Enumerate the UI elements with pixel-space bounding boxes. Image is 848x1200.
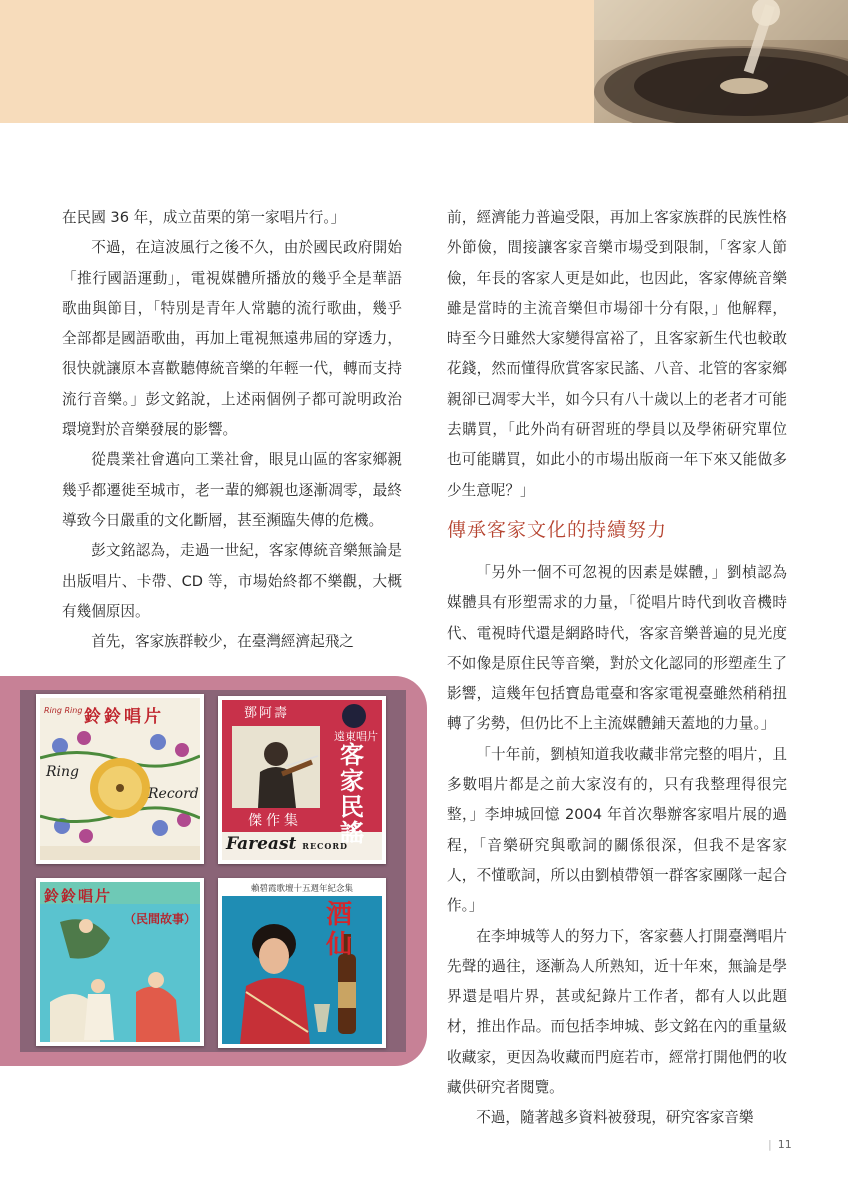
paragraph: 在民國 36 年，成立苗栗的第一家唱片行。」 — [62, 209, 346, 226]
page-number — [768, 1138, 792, 1151]
album-cover-ringring-record — [36, 694, 204, 864]
gramophone-photo — [594, 0, 848, 123]
cover-title: 鈴鈴唱片 — [44, 887, 113, 905]
cover-side-label: 遠東唱片 — [334, 730, 378, 743]
cover-subtitle: （民間故事） — [124, 912, 197, 926]
paragraph: 不過，隨著越多資料被發現，研究客家音樂 — [476, 1109, 754, 1127]
section-heading: 傳承客家文化的持續努力 — [447, 518, 668, 541]
paragraph: 彭文銘認為，走過一世紀，客家傳統音樂無論是出版唱片、卡帶、CD 等，市場始終都不樂觀，大概有幾個原因。 — [62, 542, 402, 620]
album-cover-folk-story — [36, 878, 204, 1046]
paragraph: 「十年前，劉楨知道我收藏非常完整的唱片，且多數唱片都是之前大家沒有的，只有我整理得很完整，」李坤城回憶 2004 年首次舉辦客家唱片展的過程，「音樂研究與歌詞的關係很深，但我不是客家人，不懂歌詞，所以由劉楨帶領一群客家團隊一起合作。」 — [447, 745, 787, 915]
cover-brand — [226, 834, 348, 854]
album-cover-fareast-record — [218, 696, 386, 864]
cover-title: 客家民謠 — [340, 741, 364, 847]
paragraph: 「另外一個不可忽視的因素是媒體，」劉楨認為媒體具有形塑需求的力量，「從唱片時代到收音機時代、電視時代還是網路時代，客家音樂普遍的見光度不如像是原住民等音樂，對於文化認同的形塑產生了影響，這幾年包括寶島電臺和客家電視臺雖然稍稍扭轉了劣勢，但仍比不上主流媒體鋪天蓋地的力量。」 — [447, 563, 787, 733]
paragraph: 首先，客家族群較少，在臺灣經濟起飛之 — [91, 633, 354, 651]
album-cover-lai-bixia — [218, 878, 386, 1048]
cover-subtitle-text: 民間故事 — [136, 912, 185, 926]
page-number-value: 11 — [777, 1138, 792, 1151]
cover-brand-small: Ring Ring — [44, 706, 83, 715]
paragraph: 在李坤城等人的努力下，客家藝人打開臺灣唱片先聲的過往，逐漸為人所熟知，近十年來，無論是學界還是唱片界，甚或紀錄片工作者，都有人以此題材，推出作品。而包括李坤城、彭文銘在內的重量級收藏家，更因為收藏而門庭若市，經常打開他們的收藏供研究者閱覽。 — [447, 927, 787, 1097]
left-text-column — [62, 203, 402, 657]
cover-brand-right: Record — [148, 786, 199, 802]
cover-brand-left: Ring — [46, 764, 79, 780]
cover-brand-small: RECORD — [302, 841, 348, 851]
paragraph: 從農業社會邁向工業社會，眼見山區的客家鄉親幾乎都遷徙至城市，老一輩的鄉親也逐漸凋零，最終導致今日嚴重的文化斷層，甚至瀕臨失傳的危機。 — [62, 451, 402, 529]
right-text-column — [447, 203, 787, 1134]
cover-top: 賴碧霞歌壇十五週年紀念集 — [250, 884, 353, 894]
cover-top: 鄧阿壽 — [244, 706, 290, 721]
cover-title: 鈴鈴唱片 — [84, 707, 164, 727]
page-number-divider: | — [768, 1138, 772, 1151]
cover-subtitle: 傑作集 — [248, 813, 302, 829]
paragraph: 前，經濟能力普遍受限，再加上客家族群的民族性格外節儉，間接讓客家音樂市場受到限制，「客家人節儉，年長的客家人更是如此，也因此，客家傳統音樂雖是當時的主流音樂但市場卻十分有限，」他解釋，時至今日雖然大家變得富裕了，且客家新生代也較敢花錢，然而懂得欣賞客家民謠、八音、北管的客家鄉親卻已凋零大半，如今只有八十歲以上的老者才可能去購買，「此外尚有研習班的學員以及學術研究單位也可能購買，如此小的市場出版商一年下來又能做多少生意呢？」 — [447, 209, 787, 499]
cover-title: 酒仙 — [326, 900, 353, 960]
cover-brand-name: Fareast — [226, 834, 297, 854]
paragraph: 不過，在這波風行之後不久，由於國民政府開始「推行國語運動」，電視媒體所播放的幾乎全是華語歌曲與節目，「特別是青年人常聽的流行歌曲，幾乎全部都是國語歌曲，再加上電視無遠弗屆的穿透力，很快就讓原本喜歡聽傳統音樂的年輕一代，轉而支持流行音樂。」彭文銘說，上述兩個例子都可說明政治環境對於音樂發展的影響。 — [62, 239, 402, 439]
